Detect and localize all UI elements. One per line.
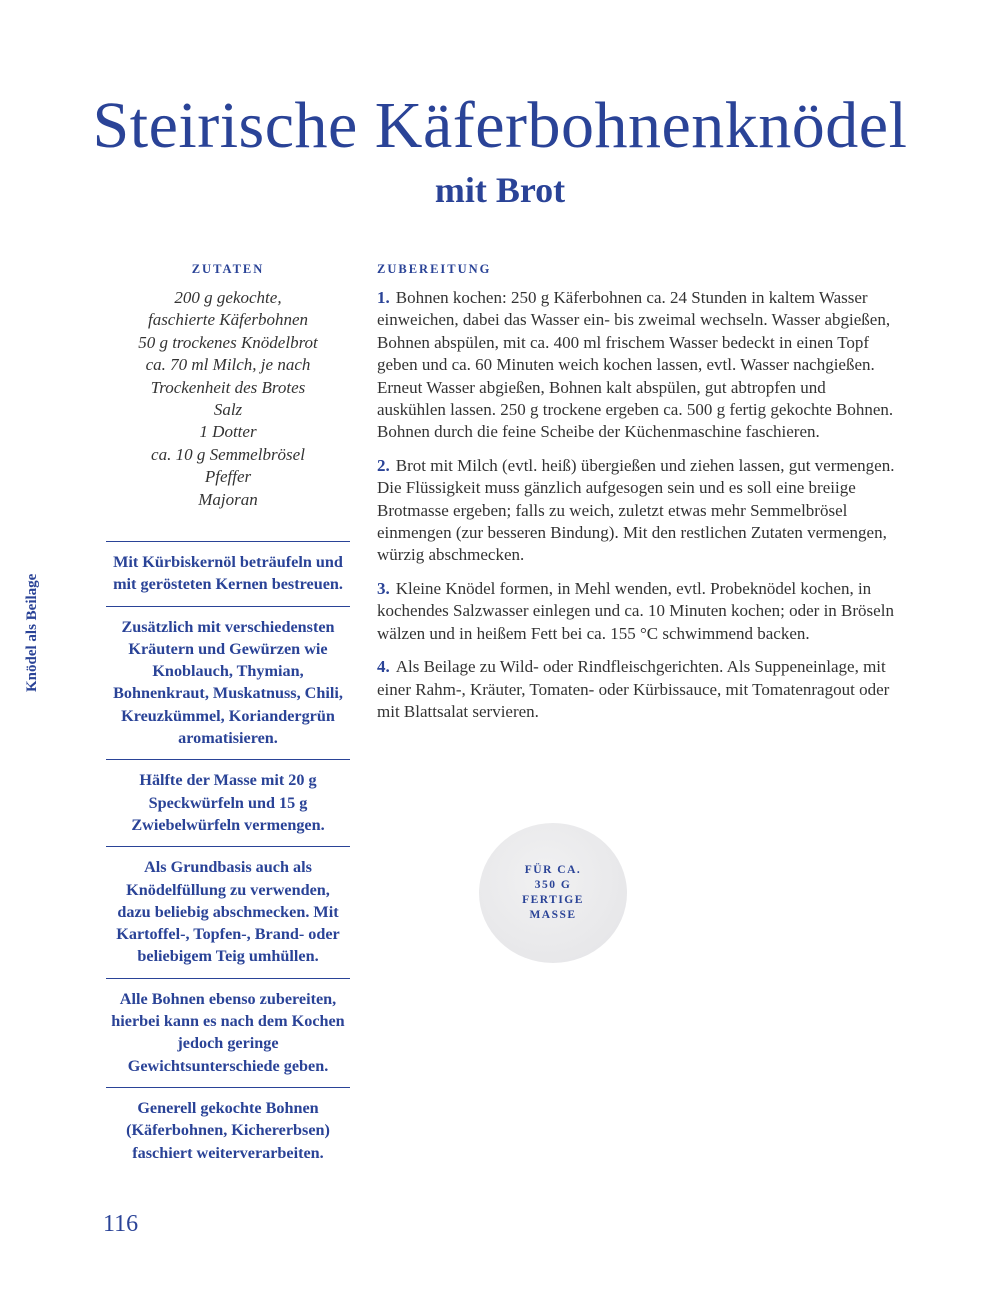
tip-box: Zusätzlich mit verschiedensten Kräutern und Gewürzen wie Knoblauch, Thymian, Bohnenkraut, Muskatnuss, Chili, Kreuzkümmel, Koriandergrün aromatisieren. [106,606,350,760]
yield-badge [479,823,627,963]
preparation-step [377,455,897,567]
tip-box: Generell gekochte Bohnen (Käferbohnen, Kichererbsen) faschiert weiterverarbeiten. [106,1087,350,1174]
ingredient-line: Pfeffer [204,467,252,487]
ingredient-line: Majoran [198,489,258,509]
tip-box: Alle Bohnen ebenso zubereiten, hierbei kann es nach dem Kochen jedoch geringe Gewichtsunterschiede geben. [106,978,350,1087]
yield-text: FÜR CA. 350 G FERTIGE MASSE [522,864,584,921]
recipe-subtitle: mit Brot [434,170,566,210]
ingredients-section [106,262,350,511]
ingredients-heading: ZUTATEN [191,262,265,276]
tip-box: Hälfte der Masse mit 20 g Speckwürfeln und 15 g Zwiebelwürfeln vermengen. [106,759,350,846]
preparation-section [377,262,897,734]
recipe-title: Steirische Käferbohnenknödel [92,89,908,162]
step-number: 4. [377,657,390,677]
tip-box: Mit Kürbiskernöl beträufeln und mit gerösteten Kernen bestreuen. [106,541,350,606]
step-number: 2. [377,455,390,475]
ingredients-list [106,287,350,511]
ingredient-line: faschierte Käferbohnen [147,310,309,330]
step-text: Kleine Knödel formen, in Mehl wenden, evtl. Probeknödel kochen, in kochendes Salzwasser einlegen und ca. 10 Minuten kochen; oder in Bröseln wälzen und in heißem Fett bei ca. 155 °C schwimmend backen. [377,578,894,643]
tips-column [106,541,350,1174]
page-number: 116 [103,1211,139,1237]
ingredient-line: Trockenheit des Brotes [150,377,306,397]
step-number: 1. [377,288,390,307]
preparation-step [377,578,897,645]
ingredient-line: 50 g trockenes Knödelbrot [138,332,318,352]
step-number: 3. [377,578,390,598]
ingredient-line: 200 g gekochte, [174,288,282,307]
ingredient-line: ca. 70 ml Milch, je nach [145,355,311,375]
preparation-step [377,656,897,723]
step-text: Brot mit Milch (evtl. heiß) übergießen und ziehen lassen, gut vermengen. Die Flüssigkeit muss gänzlich aufgesogen sein und es soll eine breiige Brotmasse ergeben; falls zu weich, zuletzt etwas mehr Semmelbrösel einmengen (zur besseren Bindung). Mit den restlichen Zutaten vermengen, würzig abschmecken. [377,455,895,565]
chapter-side-label: Knödel als Beilage [24,573,40,693]
tip-box: Als Grundbasis auch als Knödelfüllung zu verwenden, dazu beliebig abschmecken. Mit Kartoffel-, Topfen-, Brand- oder beliebigem Teig umhüllen. [106,846,350,977]
preparation-steps [377,287,897,723]
preparation-step [377,287,897,444]
step-text: Bohnen kochen: 250 g Käferbohnen ca. 24 Stunden in kaltem Wasser einweichen, dabei das Wasser ein- bis zweimal wechseln. Wasser abgießen, Bohnen abspülen, mit ca. 400 ml frischem Wasser bedeckt in einen Topf geben und ca. 60 Minuten weich kochen lassen, evtl. Wasser nachgießen. Erneut Wasser abgießen, Bohnen kalt abspülen, gut abtropfen und auskühlen lassen. 250 g trockene ergeben ca. 500 g fertig gekochte Bohnen. Bohnen durch die feine Scheibe der Küchenmaschine faschieren. [377,288,894,442]
preparation-heading: ZUBEREITUNG [377,262,492,276]
step-text: Als Beilage zu Wild- oder Rindfleischgerichten. Als Suppeneinlage, mit einer Rahm-, Kräuter, Tomaten- oder Kürbissauce, mit Tomatenragout oder mit Blattsalat servieren. [377,657,890,721]
ingredient-line: Salz [213,400,243,420]
ingredient-line: 1 Dotter [199,422,257,442]
ingredient-line: ca. 10 g Semmelbrösel [151,444,305,464]
